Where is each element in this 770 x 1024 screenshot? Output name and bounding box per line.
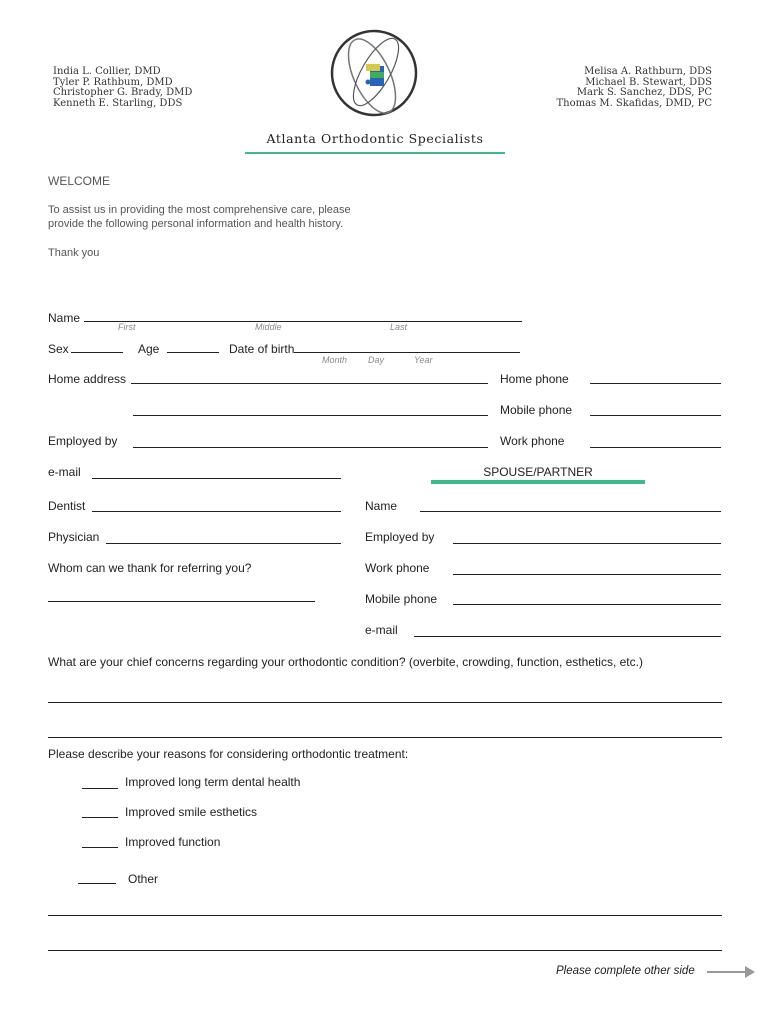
chief-concerns-field-line-1[interactable] bbox=[48, 702, 722, 703]
dob-year-hint: Year bbox=[414, 355, 433, 365]
doctor-name: Melisa A. Rathburn, DDS bbox=[584, 66, 712, 77]
reason-option-label: Improved function bbox=[125, 835, 221, 849]
last-name-hint: Last bbox=[390, 322, 408, 332]
intro-text-line-1: To assist us in providing the most comprehensive care, please bbox=[48, 204, 351, 216]
email-field[interactable] bbox=[92, 478, 341, 479]
reason-option-label: Improved smile esthetics bbox=[125, 805, 258, 819]
reason-option-label: Improved long term dental health bbox=[125, 775, 301, 789]
reason-check-field[interactable] bbox=[82, 817, 118, 818]
mobile-phone-field[interactable] bbox=[590, 415, 721, 416]
referral-question: Whom can we thank for referring you? bbox=[48, 561, 252, 575]
welcome-heading: WELCOME bbox=[48, 174, 111, 188]
spouse-name-field[interactable] bbox=[420, 511, 721, 512]
referral-field[interactable] bbox=[48, 601, 315, 602]
right-doctors-list bbox=[556, 67, 712, 109]
dentist-field[interactable] bbox=[92, 511, 341, 512]
home-address-field-line-2[interactable] bbox=[133, 415, 488, 416]
chief-concerns-field-line-2[interactable] bbox=[48, 737, 722, 738]
practice-name: Atlanta Orthodontic Specialists bbox=[266, 131, 484, 146]
spouse-email-label: e-mail bbox=[365, 623, 398, 637]
spouse-heading-underline bbox=[431, 480, 645, 484]
spouse-mobile-phone-label: Mobile phone bbox=[365, 592, 438, 606]
intro-text-line-2: provide the following personal information and health history. bbox=[48, 218, 344, 230]
sex-label: Sex bbox=[48, 342, 69, 356]
practice-logo bbox=[326, 26, 422, 120]
doctor-name: Thomas M. Skafidas, DMD, PC bbox=[556, 97, 712, 109]
doctor-name: Christopher G. Brady, DMD bbox=[53, 87, 193, 98]
doctor-name: Kenneth E. Starling, DDS bbox=[53, 97, 183, 109]
work-phone-field[interactable] bbox=[590, 447, 721, 448]
dob-label: Date of birth bbox=[229, 342, 295, 356]
continue-note: Please complete other side bbox=[556, 965, 695, 977]
dentist-label: Dentist bbox=[48, 499, 86, 513]
spouse-work-phone-field[interactable] bbox=[453, 574, 721, 575]
doctor-name: Michael B. Stewart, DDS bbox=[585, 76, 712, 88]
dob-month-hint: Month bbox=[322, 355, 348, 365]
dob-field[interactable] bbox=[294, 352, 520, 353]
first-name-hint: First bbox=[118, 322, 136, 332]
age-field[interactable] bbox=[167, 352, 219, 353]
other-reason-field-line-2[interactable] bbox=[48, 950, 722, 951]
spouse-employed-by-field[interactable] bbox=[453, 543, 721, 544]
thank-you-text: Thank you bbox=[48, 247, 100, 259]
sex-field[interactable] bbox=[71, 352, 123, 353]
employed-by-label: Employed by bbox=[48, 434, 118, 448]
physician-field[interactable] bbox=[106, 543, 341, 544]
doctor-name: Mark S. Sanchez, DDS, PC bbox=[576, 87, 712, 98]
spouse-work-phone-label: Work phone bbox=[365, 561, 430, 575]
dob-day-hint: Day bbox=[368, 355, 385, 365]
reasons-question: Please describe your reasons for considering orthodontic treatment: bbox=[48, 747, 409, 761]
employed-by-field[interactable] bbox=[133, 447, 488, 448]
spouse-email-field[interactable] bbox=[414, 636, 721, 637]
name-label: Name bbox=[48, 311, 81, 325]
reason-check-field[interactable] bbox=[82, 847, 118, 848]
spouse-partner-heading: SPOUSE/PARTNER bbox=[483, 465, 593, 479]
spouse-name-label: Name bbox=[365, 499, 398, 513]
other-reason-field-line-1[interactable] bbox=[48, 915, 722, 916]
doctor-name: India L. Collier, DMD bbox=[53, 66, 161, 77]
reason-option-label: Other bbox=[128, 872, 159, 886]
left-doctors-list bbox=[53, 67, 192, 109]
reason-check-field[interactable] bbox=[82, 788, 118, 789]
email-label: e-mail bbox=[48, 465, 81, 479]
physician-label: Physician bbox=[48, 530, 100, 544]
age-label: Age bbox=[138, 342, 160, 356]
home-address-field[interactable] bbox=[131, 383, 488, 384]
right-arrow-icon bbox=[707, 965, 757, 979]
home-phone-label: Home phone bbox=[500, 372, 569, 386]
spouse-employed-by-label: Employed by bbox=[365, 530, 435, 544]
chief-concerns-question: What are your chief concerns regarding your orthodontic condition? (overbite, crowding, function, esthetics, etc.) bbox=[48, 655, 643, 669]
reason-check-field[interactable] bbox=[78, 883, 116, 884]
doctor-name: Tyler P. Rathbum, DMD bbox=[53, 76, 173, 88]
title-underline bbox=[245, 152, 505, 154]
mobile-phone-label: Mobile phone bbox=[500, 403, 573, 417]
home-address-label: Home address bbox=[48, 372, 127, 386]
middle-name-hint: Middle bbox=[255, 322, 282, 332]
spouse-mobile-phone-field[interactable] bbox=[453, 604, 721, 605]
home-phone-field[interactable] bbox=[590, 383, 721, 384]
work-phone-label: Work phone bbox=[500, 434, 565, 448]
name-field[interactable] bbox=[84, 321, 522, 322]
